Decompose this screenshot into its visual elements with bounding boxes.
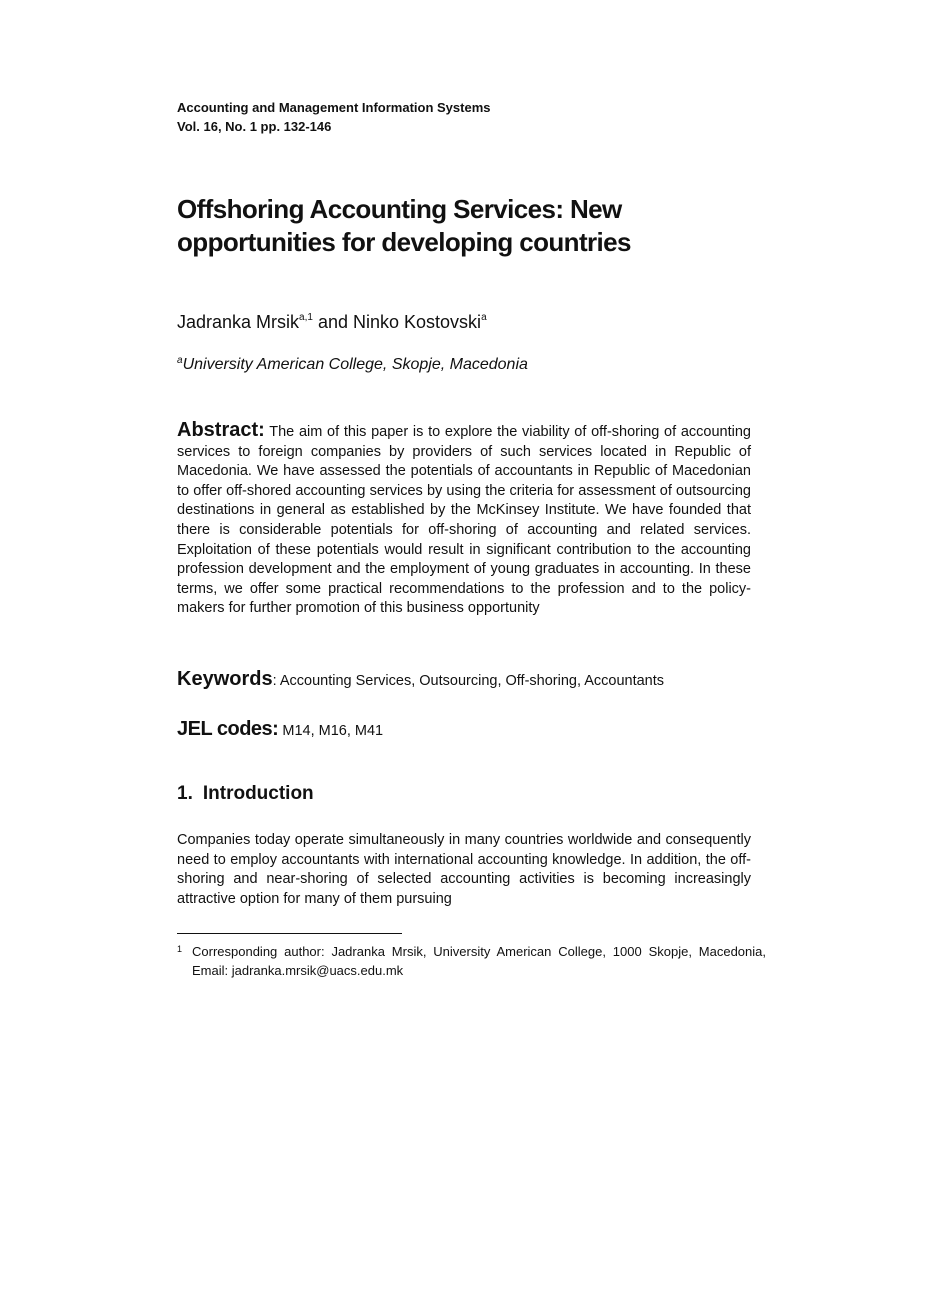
author-2-affiliation-mark: a [481, 312, 487, 323]
jel-label: JEL codes: [177, 718, 279, 740]
journal-name: Accounting and Management Information Systems [177, 100, 491, 115]
journal-header [177, 98, 751, 136]
footnote-divider [177, 933, 402, 934]
author-1-affiliation-mark: a,1 [299, 312, 313, 323]
footnote-text: Corresponding author: Jadranka Mrsik, University American College, 1000 Skopje, Macedonia, Email: jadranka.mrsik@uacs.edu.mk [192, 944, 766, 978]
keywords-text: : Accounting Services, Outsourcing, Off-shoring, Accountants [272, 673, 665, 689]
abstract-text: The aim of this paper is to explore the viability of off-shoring of accounting services to foreign companies by providers of such services located in Republic of Macedonia. We have assessed the potentials of accountants in Republic of Macedonian to offer off-shored accounting services by using the criteria for assessment of outsourcing destinations in general as established by the McKinsey Institute. We have founded that there is considerable potentials for off-shoring of accounting and related services. Exploitation of these potentials would result in significant contribution to the accounting profession development and the employment of young graduates in accounting. In these terms, we offer some practical recommendations to the profession and to the policy-makers for further promotion of this business opportunity [177, 424, 751, 617]
affiliation [177, 354, 751, 376]
author-connector: and [312, 312, 353, 332]
title-line-1: Offshoring Accounting Services: New [177, 194, 622, 224]
affiliation-mark: a [177, 355, 183, 366]
section-number: 1. [177, 783, 193, 804]
paper-title [177, 193, 751, 259]
footnote [177, 942, 766, 980]
author-1: Jadranka Mrsik [177, 312, 300, 332]
section-heading [177, 782, 751, 806]
footnote-mark: 1 [177, 944, 183, 954]
title-line-2: opportunities for developing countries [177, 227, 631, 257]
keywords-label: Keywords [177, 668, 273, 690]
abstract-label: Abstract: [177, 419, 265, 441]
introduction-paragraph: Companies today operate simultaneously in many countries worldwide and consequently need to employ accountants with international accounting knowledge. In addition, the off-shoring and near-shoring of selected accounting activities is becoming increasingly attractive option for many of them pursuing [177, 832, 751, 907]
journal-issue: Vol. 16, No. 1 pp. 132-146 [177, 119, 332, 134]
affiliation-text: University American College, Skopje, Macedonia [182, 356, 528, 373]
jel-codes [177, 717, 751, 743]
jel-text: M14, M16, M41 [278, 723, 384, 739]
abstract [177, 421, 751, 619]
author-2: Ninko Kostovski [353, 312, 482, 332]
section-title: Introduction [202, 783, 314, 804]
author-line [177, 310, 751, 334]
keywords [177, 667, 751, 693]
